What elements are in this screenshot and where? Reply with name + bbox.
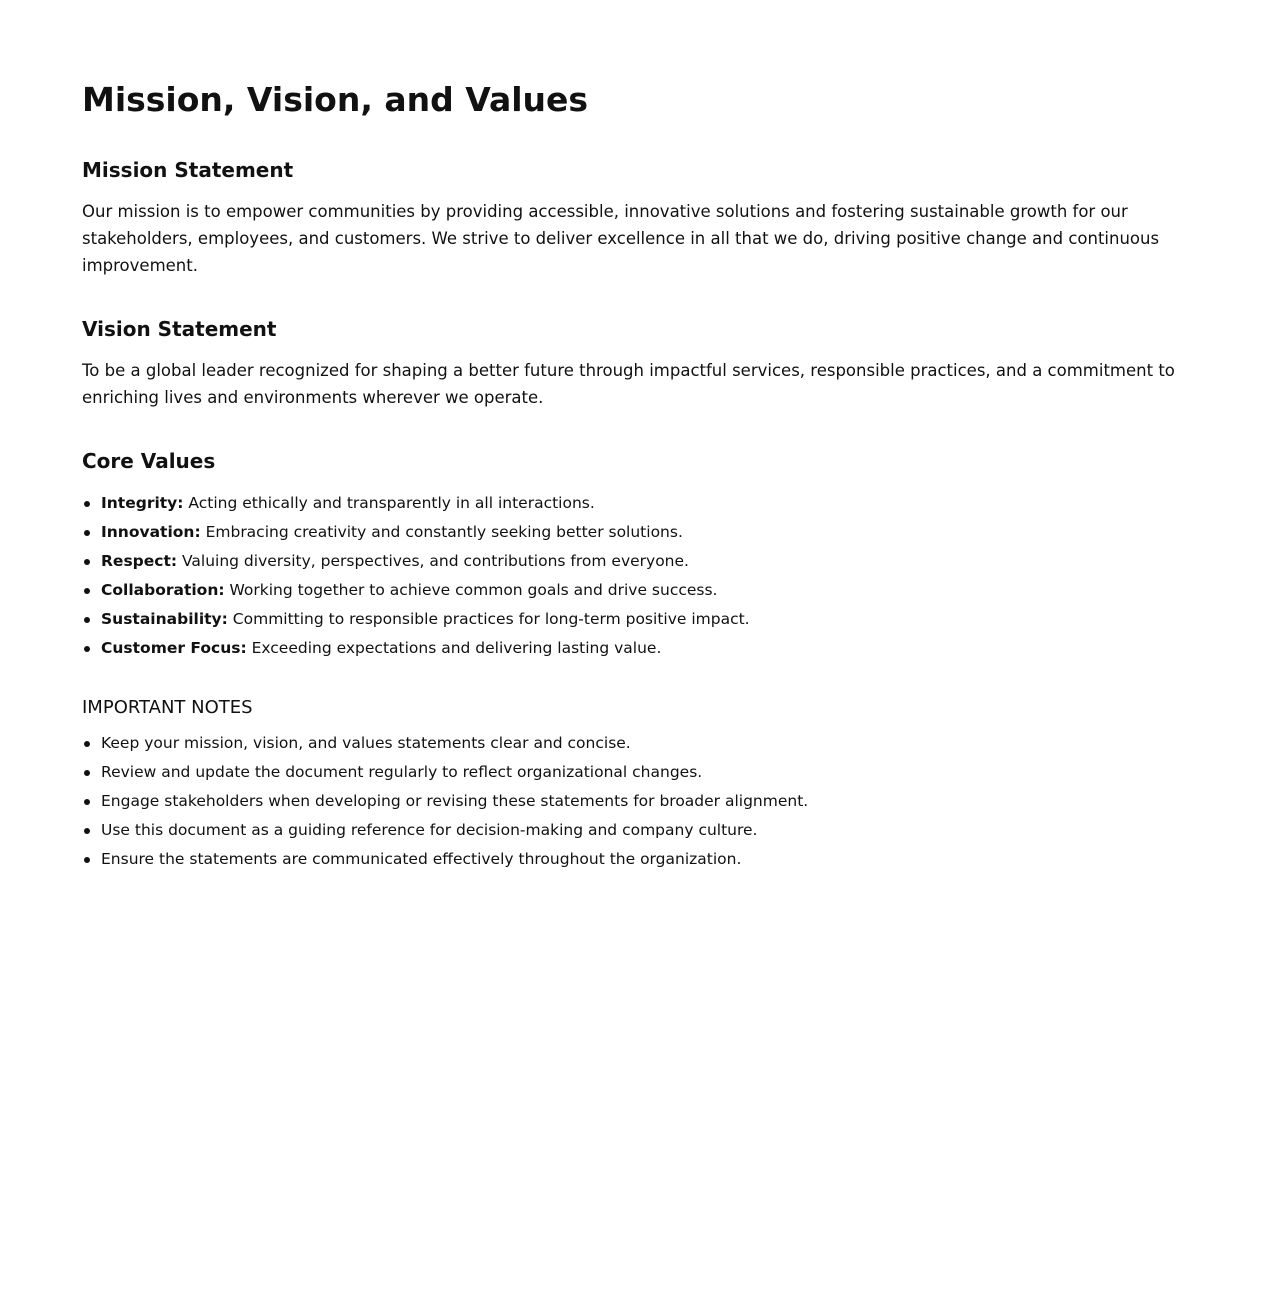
value-description: Embracing creativity and constantly seeking better solutions. bbox=[200, 523, 683, 541]
value-description: Working together to achieve common goals and drive success. bbox=[224, 581, 718, 599]
list-item bbox=[82, 547, 1196, 576]
value-description: Exceeding expectations and delivering lasting value. bbox=[246, 639, 662, 657]
value-name: Collaboration: bbox=[101, 581, 225, 599]
mission-heading: Mission Statement bbox=[82, 158, 294, 182]
core-values-list bbox=[82, 489, 1196, 663]
vision-heading: Vision Statement bbox=[82, 317, 277, 341]
important-notes-list bbox=[82, 729, 1196, 874]
list-item: Ensure the statements are communicated effectively throughout the organization. bbox=[82, 845, 1196, 874]
vision-body: To be a global leader recognized for shaping a better future through impactful services, responsible practices, and a commitment to enriching lives and environments wherever we operate. bbox=[82, 361, 1175, 407]
value-name: Respect: bbox=[101, 552, 178, 570]
list-item bbox=[82, 634, 1196, 663]
important-notes-section bbox=[82, 695, 1196, 874]
value-name: Integrity: bbox=[101, 494, 184, 512]
mission-section bbox=[82, 156, 1196, 279]
list-item: Keep your mission, vision, and values statements clear and concise. bbox=[82, 729, 1196, 758]
vision-section bbox=[82, 315, 1196, 411]
value-description: Valuing diversity, perspectives, and contributions from everyone. bbox=[177, 552, 689, 570]
value-name: Customer Focus: bbox=[101, 639, 247, 657]
core-values-section bbox=[82, 447, 1196, 663]
list-item bbox=[82, 605, 1196, 634]
list-item bbox=[82, 489, 1196, 518]
list-item: Engage stakeholders when developing or revising these statements for broader alignment. bbox=[82, 787, 1196, 816]
value-name: Sustainability: bbox=[101, 610, 228, 628]
value-name: Innovation: bbox=[101, 523, 201, 541]
value-description: Committing to responsible practices for long-term positive impact. bbox=[227, 610, 750, 628]
value-description: Acting ethically and transparently in all interactions. bbox=[183, 494, 595, 512]
core-values-heading: Core Values bbox=[82, 449, 216, 473]
mission-body: Our mission is to empower communities by providing accessible, innovative solutions and fostering sustainable growth for our stakeholders, employees, and customers. We strive to deliver excellence in all that we do, driving positive change and continuous improvement. bbox=[82, 202, 1160, 275]
page-title: Mission, Vision, and Values bbox=[82, 80, 589, 119]
list-item bbox=[82, 518, 1196, 547]
list-item: Use this document as a guiding reference for decision-making and company culture. bbox=[82, 816, 1196, 845]
important-notes-heading: IMPORTANT NOTES bbox=[82, 697, 253, 718]
list-item bbox=[82, 576, 1196, 605]
list-item: Review and update the document regularly to reflect organizational changes. bbox=[82, 758, 1196, 787]
